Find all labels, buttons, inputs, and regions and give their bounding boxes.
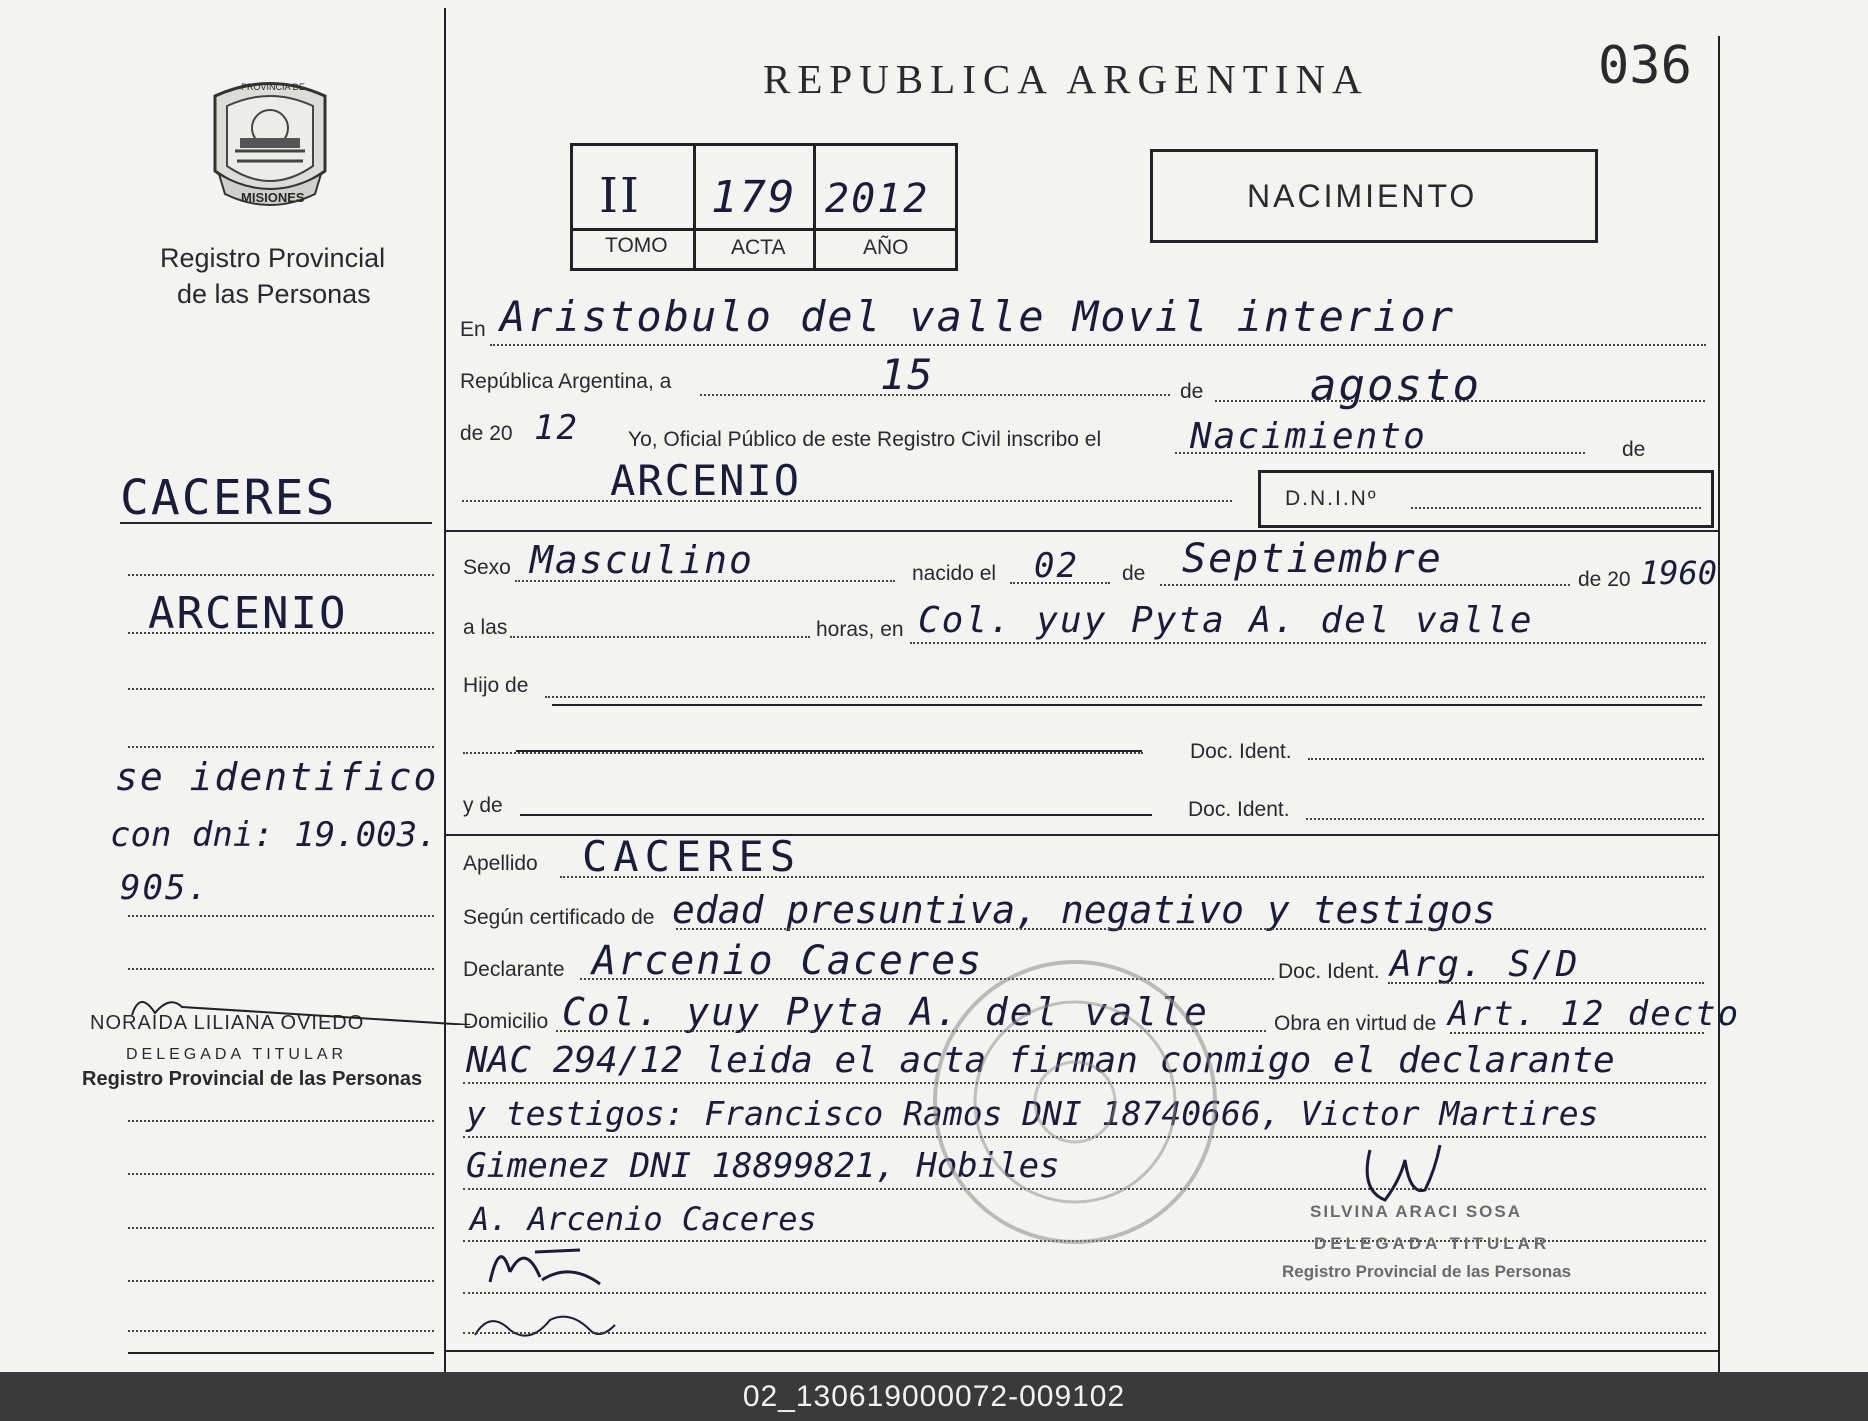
sexo-dots: [515, 580, 895, 582]
right-stamp-name: SILVINA ARACI SOSA: [1310, 1202, 1522, 1221]
dni-dots: [1411, 507, 1701, 509]
alas-dots: [510, 636, 810, 638]
inscribo-label: Yo, Oficial Público de este Registro Civil inscribo el: [628, 428, 1102, 451]
de20-label-2: de 20: [1578, 568, 1631, 591]
en-label: En: [460, 318, 486, 341]
obra-value: Art. 12 decto: [1448, 994, 1741, 1034]
declarante-label: Declarante: [463, 958, 565, 981]
margin-rule-1: [120, 522, 432, 524]
text-line-3: Gimenez DNI 18899821, Hobiles: [466, 1146, 1060, 1186]
month-value: agosto: [1310, 360, 1481, 411]
republica-dots: [700, 394, 1170, 396]
en-dots: [490, 344, 1706, 346]
margin-note-line3: 905.: [120, 868, 210, 908]
margin-rule-bottom: [128, 1352, 434, 1354]
margin-signature-bottom: [470, 1300, 620, 1350]
margin-dots-10: [128, 1280, 434, 1282]
bottom-rule: [446, 1350, 1718, 1352]
yde-label: y de: [463, 794, 503, 817]
sexo-label: Sexo: [463, 556, 511, 579]
name-dots: [462, 500, 1232, 502]
anio-label: AÑO: [863, 236, 909, 259]
seal-top-text: PROVINCIA DE: [241, 82, 306, 92]
seal-bottom-text: MISIONES: [241, 190, 305, 205]
official-circular-stamp: [925, 952, 1225, 1252]
anio-cell-divider: [813, 146, 816, 268]
margin-dots-4: [128, 746, 434, 748]
republica-label: República Argentina, a: [460, 370, 672, 393]
hijo-dots: [545, 696, 1705, 698]
doc-ident-label: Doc. Ident.: [1190, 740, 1292, 763]
declarante-signature: [480, 1232, 610, 1292]
mother-doc-dots: [1306, 818, 1704, 820]
text-line-2: y testigos: Francisco Ramos DNI 18740666, Victor Martires: [466, 1094, 1599, 1133]
text-dots-5: [463, 1292, 1706, 1294]
margin-dots-2: [128, 632, 434, 634]
dni-label: D.N.I.Nº: [1285, 487, 1378, 510]
place-dots: [910, 642, 1706, 644]
text-line-4: A. Arcenio Caceres: [470, 1200, 817, 1238]
left-stamp-name: NORAIDA LILIANA OVIEDO: [90, 1012, 365, 1034]
place-value: Col. yuy Pyta A. del valle: [918, 600, 1534, 641]
margin-dots-1: [128, 574, 434, 576]
country-heading: REPUBLICA ARGENTINA: [763, 56, 1369, 102]
margin-dots-9: [128, 1227, 434, 1229]
en-value: Aristobulo del valle Movil interior: [500, 292, 1456, 341]
apellido-label: Apellido: [463, 852, 538, 875]
segun-dots: [676, 928, 1706, 930]
declarante-doc-dots: [1388, 982, 1704, 984]
yde-rule: [520, 814, 1152, 816]
anio-value: 2012: [825, 176, 930, 222]
birth-month-dots: [1160, 584, 1570, 586]
footer-bar: [0, 1372, 1868, 1421]
de20-label: de 20: [460, 422, 513, 445]
tomo-value: II: [599, 168, 641, 224]
tomo-label: TOMO: [605, 234, 668, 257]
margin-note-line1: se identifico: [115, 755, 439, 799]
acta-value: 179: [711, 172, 797, 223]
father-doc-dots: [1308, 758, 1704, 760]
margin-given-name: ARCENIO: [148, 588, 348, 639]
hijo-rule: [552, 704, 1702, 706]
text-dots-6: [463, 1332, 1706, 1334]
record-reference-table: [570, 143, 958, 271]
misiones-seal: [205, 76, 335, 216]
father-rule: [516, 750, 1142, 752]
day-value: 15: [880, 350, 935, 399]
alas-label: a las: [463, 616, 508, 639]
nacido-label: nacido el: [912, 562, 997, 585]
text-line-1: NAC 294/12 leida el acta firman conmigo el declarante: [466, 1040, 1615, 1081]
left-stamp-signature: [130, 985, 470, 1025]
de-end-label: de: [1622, 438, 1646, 461]
father-dots: [463, 752, 1143, 754]
margin-dots-8: [128, 1173, 434, 1175]
document-type-box: [1150, 149, 1598, 243]
margin-note-line2: con dni: 19.003.: [110, 815, 438, 855]
margin-dots-5: [128, 915, 434, 917]
footer-code: 02_130619000072-009102: [742, 1379, 1126, 1413]
left-stamp-title: DELEGADA TITULAR: [126, 1046, 348, 1063]
right-stamp-title: DELEGADA TITULAR: [1314, 1234, 1551, 1253]
margin-surname: CACERES: [120, 470, 337, 526]
margin-divider: [444, 8, 446, 1372]
registry-name-line1: Registro Provincial: [160, 243, 386, 273]
apellido-value: CACERES: [582, 832, 802, 881]
margin-dots-7: [128, 1120, 434, 1122]
de-label-2: de: [1122, 562, 1146, 585]
segun-value: edad presuntiva, negativo y testigos: [672, 888, 1496, 932]
birth-month: Septiembre: [1182, 536, 1443, 582]
birth-year: 1960: [1640, 554, 1718, 592]
declarante-doc: Arg. S/D: [1390, 944, 1580, 985]
registry-name-line2: de las Personas: [177, 279, 371, 309]
doc-ident-label-2: Doc. Ident.: [1188, 798, 1290, 821]
segun-label: Según certificado de: [463, 906, 655, 929]
hijo-label: Hijo de: [463, 674, 529, 697]
left-stamp-org: Registro Provincial de las Personas: [82, 1068, 423, 1090]
margin-dots-3: [128, 688, 434, 690]
dni-box: [1258, 470, 1714, 528]
birth-day-dots: [1010, 582, 1110, 584]
margin-dots-6: [128, 968, 434, 970]
section-rule-1: [446, 530, 1718, 532]
official-signature: [1355, 1140, 1465, 1210]
page-number: 036: [1598, 36, 1692, 96]
obra-label: Obra en virtud de: [1274, 1012, 1437, 1035]
margin-dots-11: [128, 1330, 434, 1332]
de-label: de: [1180, 380, 1204, 403]
doc-ident-label-3: Doc. Ident.: [1278, 960, 1380, 983]
inscribo-dots: [1175, 452, 1585, 454]
right-stamp-org: Registro Provincial de las Personas: [1282, 1262, 1572, 1281]
name-value: ARCENIO: [610, 456, 802, 505]
apellido-dots: [560, 876, 1704, 878]
acta-label: ACTA: [731, 236, 786, 259]
birth-day: 02: [1034, 546, 1079, 586]
right-border: [1718, 36, 1720, 1372]
acta-cell-divider: [693, 146, 696, 268]
year-value: 12: [534, 408, 579, 448]
horas-label: horas, en: [816, 618, 904, 641]
obra-dots: [1450, 1032, 1704, 1034]
sexo-value: Masculino: [530, 538, 754, 582]
domicilio-value: Col. yuy Pyta A. del valle: [562, 990, 1209, 1034]
domicilio-label: Domicilio: [463, 1010, 549, 1033]
inscribo-value: Nacimiento: [1190, 416, 1427, 457]
record-label-rule: [573, 228, 955, 231]
document-type: NACIMIENTO: [1247, 178, 1478, 214]
declarante-value: Arcenio Caceres: [592, 938, 984, 984]
